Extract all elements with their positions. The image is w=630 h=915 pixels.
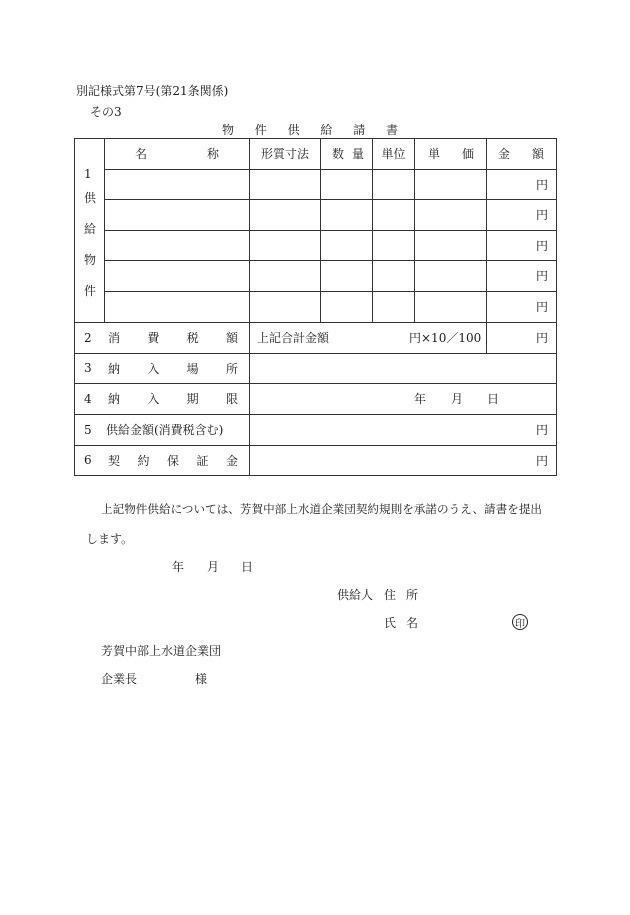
title-char: 物: [222, 123, 235, 137]
period-year: 年: [414, 392, 427, 406]
item-row-4-amount-unit: 円: [535, 269, 548, 283]
tax-row-label: 消 費 税 額: [108, 331, 238, 345]
tax-row-number: 2: [84, 330, 92, 345]
section-1-label-char: 供: [84, 191, 97, 205]
title-char: 請: [353, 123, 366, 137]
document-title: [222, 121, 398, 138]
supplier-name-label: 氏 名: [384, 616, 418, 630]
total-row-label: 供給金額(消費税含む): [106, 423, 224, 437]
date-day: 日: [241, 560, 254, 574]
deposit-row-amount-unit: 円: [535, 453, 548, 468]
title-char: 供: [287, 123, 300, 137]
section-1-number: 1: [84, 167, 92, 181]
place-row-label: 納 入 場 所: [108, 361, 238, 376]
date-month: 月: [207, 560, 220, 574]
total-row-amount-unit: 円: [535, 423, 548, 437]
place-row-number: 3: [84, 361, 92, 375]
item-row-5-amount-unit: 円: [535, 300, 548, 314]
recipient-position: 企業長: [101, 672, 138, 686]
section-1-label-char: 給: [84, 222, 97, 236]
section-1-label-char: 件: [84, 284, 97, 298]
tax-formula-rate: 円×10／100: [409, 331, 482, 345]
body-text-line-2: します。: [86, 532, 134, 546]
title-char: 件: [254, 123, 267, 137]
supplier-address-label: 住 所: [384, 588, 418, 602]
header-amount: 金 額: [498, 147, 544, 161]
title-char: 書: [385, 123, 398, 137]
tax-formula-label: 上記合計金額: [257, 331, 330, 345]
section-1-label-char: 物: [84, 253, 97, 267]
header-unit: 単位: [381, 147, 406, 161]
header-unit-price: 単 価: [428, 147, 474, 161]
period-month: 月: [451, 392, 464, 406]
sub-reference: その3: [90, 105, 122, 119]
header-name: 名 称: [135, 147, 219, 161]
title-char: 給: [320, 123, 333, 137]
supplier-title: 供給人: [337, 588, 374, 602]
period-row-number: 4: [84, 391, 92, 406]
recipient-honorific: 様: [195, 672, 208, 686]
item-row-3-amount-unit: 円: [535, 238, 548, 253]
recipient-organization: 芳賀中部上水道企業団: [101, 644, 222, 658]
period-day: 日: [487, 392, 500, 406]
deposit-row-label: 契 約 保 証 金: [108, 453, 238, 468]
tax-row-amount-unit: 円: [535, 331, 548, 345]
period-row-label: 納 入 期 限: [108, 392, 238, 406]
header-quantity: 数 量: [332, 147, 364, 161]
deposit-row-number: 6: [84, 453, 92, 467]
item-row-1-amount-unit: 円: [535, 177, 548, 192]
total-row-number: 5: [84, 422, 92, 437]
header-spec: 形質寸法: [260, 147, 309, 161]
seal-mark: 印: [512, 614, 528, 630]
form-reference: 別記様式第7号(第21条関係): [76, 84, 229, 98]
body-text-line-1: 上記物件供給については、芳賀中部上水道企業団契約規則を承諾のうえ、請書を提出: [101, 502, 543, 516]
date-year: 年: [172, 560, 185, 574]
item-row-2-amount-unit: 円: [535, 208, 548, 222]
